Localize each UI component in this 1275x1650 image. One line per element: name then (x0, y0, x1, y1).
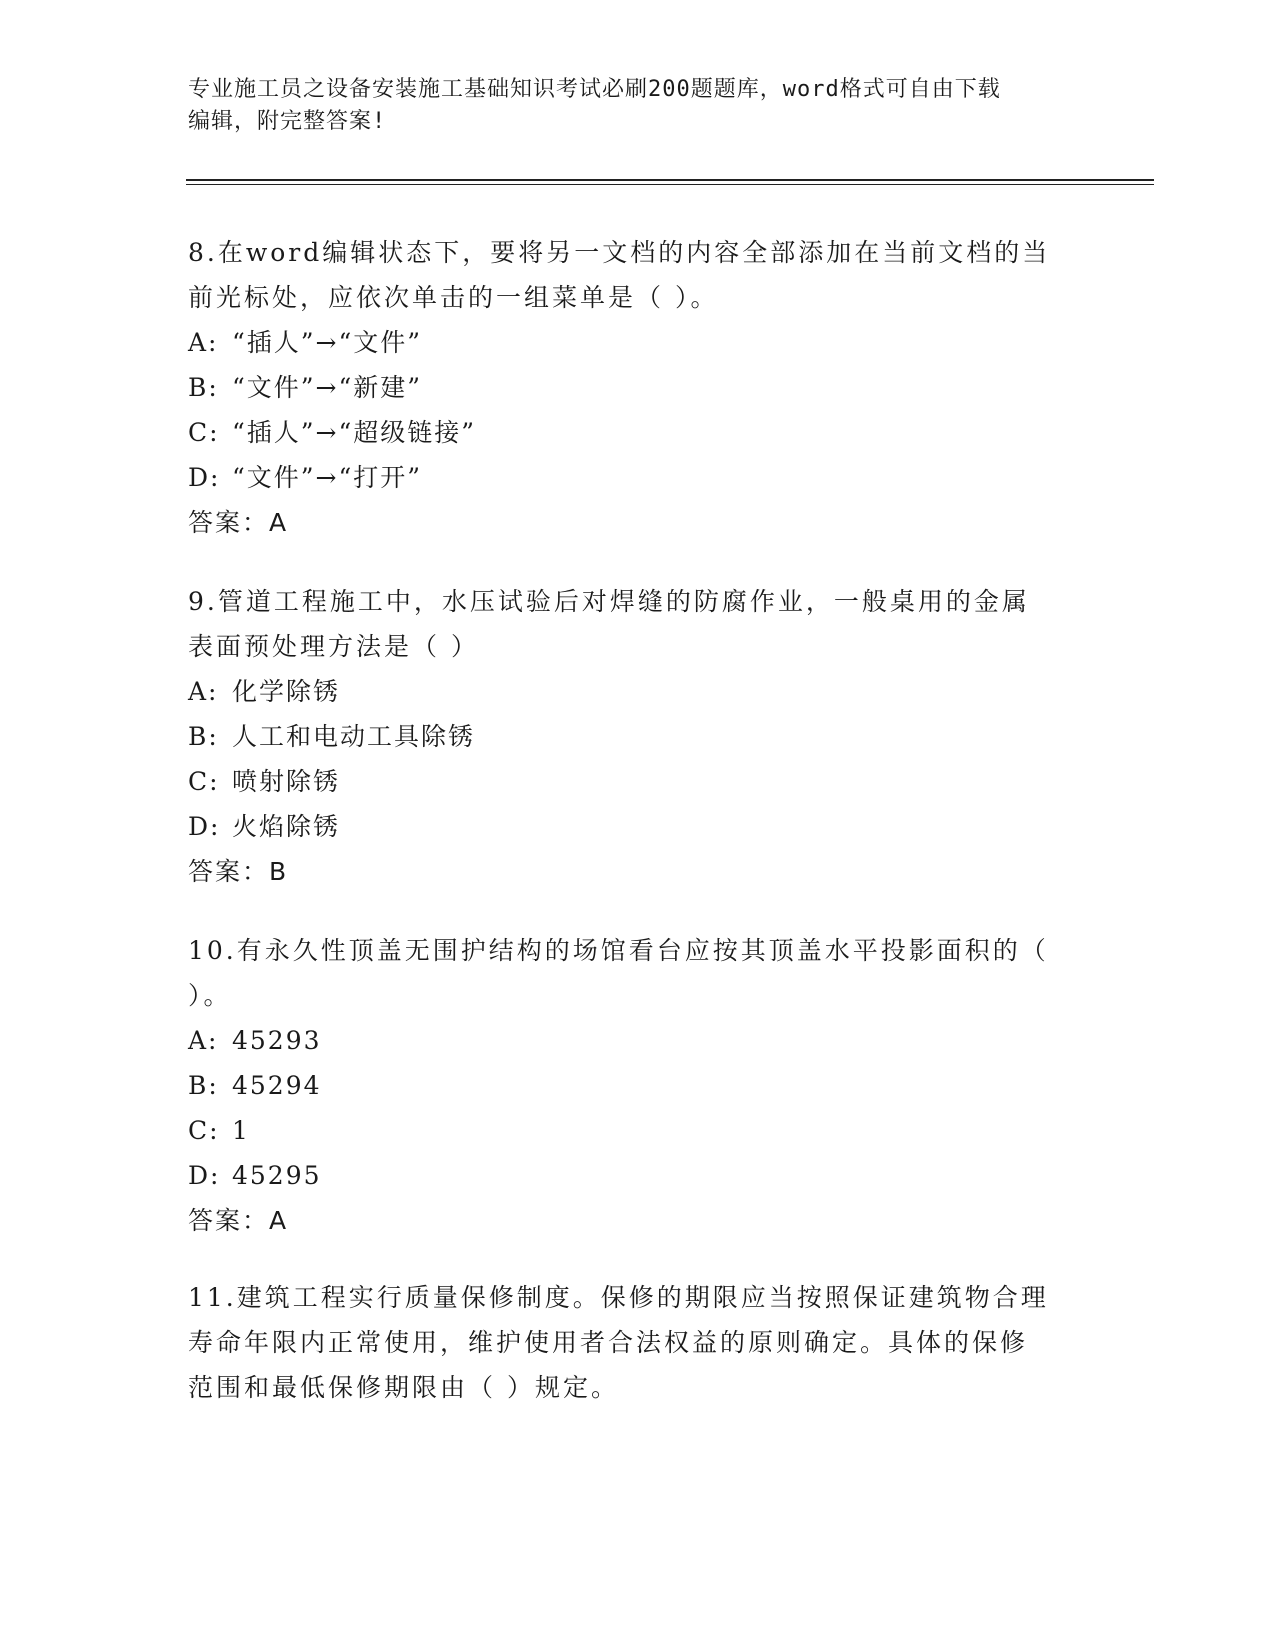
option-text: 化学除锈 (232, 677, 341, 706)
question-text-line: 8.在word编辑状态下，要将另一文档的内容全部添加在当前文档的当 (188, 238, 1051, 267)
option-c (188, 1108, 1088, 1153)
option-key: C: (188, 767, 220, 796)
answer-line: 答案：A (188, 1206, 289, 1235)
option-key: A: (188, 328, 219, 357)
header-divider-thick (186, 179, 1154, 181)
question-9 (188, 579, 1088, 895)
question-11 (188, 1275, 1088, 1410)
option-text: 1 (232, 1116, 250, 1145)
option-key: B: (188, 373, 219, 402)
question-8 (188, 230, 1088, 546)
option-text: 45294 (232, 1071, 322, 1100)
option-key: A: (188, 1026, 219, 1055)
option-text: “插人”→“文件” (232, 328, 423, 357)
option-a (188, 669, 1088, 714)
header-divider-thin (186, 184, 1154, 185)
option-text: 喷射除锈 (232, 767, 341, 796)
option-b (188, 365, 1088, 410)
question-text-line: 范围和最低保修期限由（ ）规定。 (188, 1373, 619, 1402)
option-a (188, 320, 1088, 365)
option-d (188, 1153, 1088, 1198)
option-key: B: (188, 722, 219, 751)
header-line-2: 编辑，附完整答案! (188, 109, 387, 134)
answer-line: 答案：B (188, 857, 289, 886)
option-b (188, 714, 1088, 759)
option-b (188, 1063, 1088, 1108)
option-key: D: (188, 812, 221, 841)
question-10 (188, 928, 1088, 1244)
option-text: 45295 (232, 1161, 322, 1190)
question-text-line: 11.建筑工程实行质量保修制度。保修的期限应当按照保证建筑物合理 (188, 1283, 1049, 1312)
option-d (188, 455, 1088, 500)
option-key: A: (188, 677, 219, 706)
question-text-line: ）。 (188, 981, 232, 1010)
question-text-line: 10.有永久性顶盖无围护结构的场馆看台应按其顶盖水平投影面积的（ (188, 936, 1049, 965)
answer-line: 答案：A (188, 508, 289, 537)
option-key: D: (188, 463, 221, 492)
option-d (188, 804, 1088, 849)
option-text: “插人”→“超级链接” (232, 418, 477, 447)
option-key: B: (188, 1071, 219, 1100)
option-c (188, 410, 1088, 455)
option-text: “文件”→“打开” (232, 463, 423, 492)
option-text: 45293 (232, 1026, 322, 1055)
option-key: D: (188, 1161, 221, 1190)
option-c (188, 759, 1088, 804)
document-header (188, 74, 1068, 138)
option-key: C: (188, 418, 220, 447)
option-text: 火焰除锈 (232, 812, 341, 841)
option-key: C: (188, 1116, 220, 1145)
option-text: “文件”→“新建” (232, 373, 423, 402)
question-text-line: 9.管道工程施工中，水压试验后对焊缝的防腐作业，一般桌用的金属 (188, 587, 1030, 616)
header-line-1: 专业施工员之设备安装施工基础知识考试必刷200题题库，word格式可自由下载 (188, 77, 1001, 102)
question-text-line: 表面预处理方法是（ ） (188, 632, 479, 661)
option-text: 人工和电动工具除锈 (232, 722, 476, 751)
option-a (188, 1018, 1088, 1063)
question-text-line: 前光标处，应依次单击的一组菜单是（ ）。 (188, 283, 719, 312)
question-text-line: 寿命年限内正常使用，维护使用者合法权益的原则确定。具体的保修 (188, 1328, 1029, 1357)
